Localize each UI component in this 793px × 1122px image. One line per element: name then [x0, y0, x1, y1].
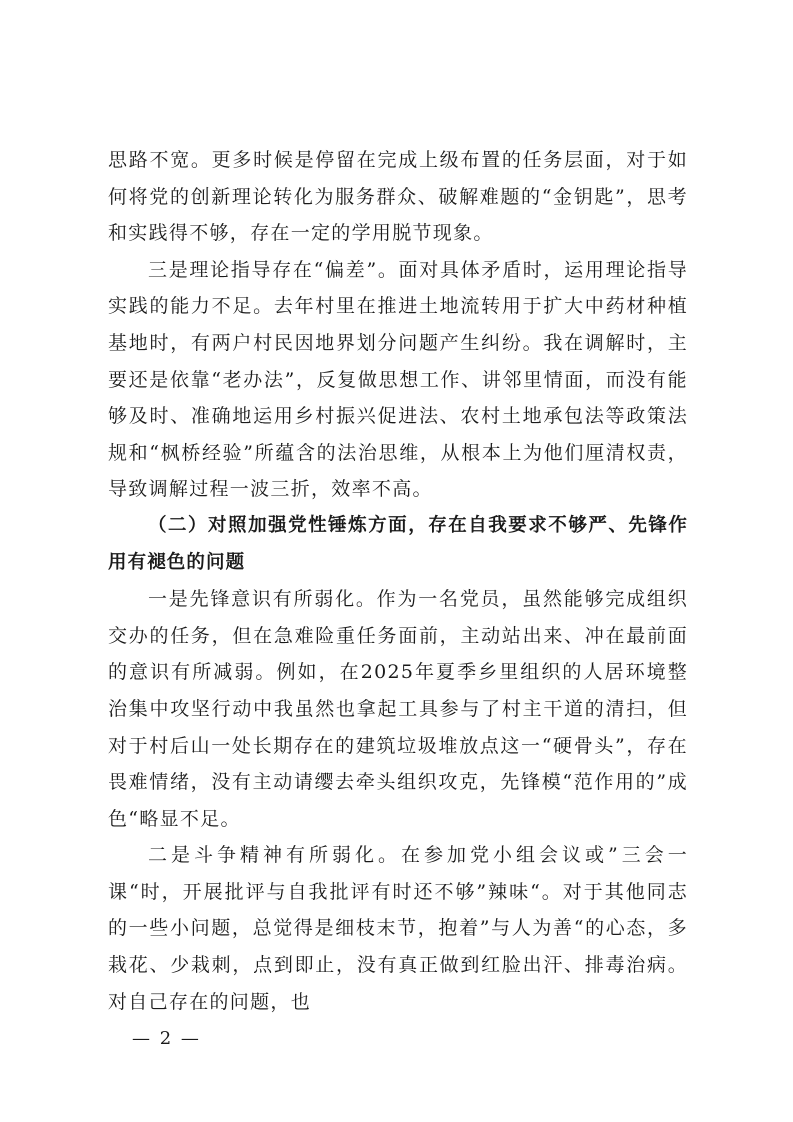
document-body — [108, 142, 688, 1020]
paragraph-theory-guidance: 三是理论指导存在“偏差”。面对具体矛盾时，运用理论指导实践的能力不足。去年村里在推进土地流转用于扩大中药材种植基地时，有两户村民因地界划分问题产生纠纷。我在调解时，主要还是依靠“老办法”，反复做思想工作、讲邻里情面，而没有能够及时、准确地运用乡村振兴促进法、农村土地承包法等政策法规和“枫桥经验”所蕴含的法治思维，从根本上为他们厘清权责，导致调解过程一波三折，效率不高。 — [108, 258, 688, 501]
page-number: — 2 — — [132, 1028, 201, 1049]
section-heading: （二）对照加强党性锤炼方面，存在自我要求不够严、先锋作用有褪色的问题 — [108, 514, 688, 573]
paragraph-continuation: 思路不宽。更多时候是停留在完成上级布置的任务层面，对于如何将党的创新理论转化为服务群众、破解难题的“金钥匙”，思考和实践得不够，存在一定的学用脱节现象。 — [108, 149, 688, 245]
paragraph-struggle-spirit: 二是斗争精神有所弱化。在参加党小组会议或”三会一课“时，开展批评与自我批评有时还不够”辣味“。对于其他同志的一些小问题，总觉得是细枝末节，抱着”与人为善“的心态，多栽花、少栽刺，点到即止，没有真正做到红脸出汗、排毒治病。对自己存在的问题，也 — [108, 844, 688, 1013]
paragraph-pioneer-awareness: 一是先锋意识有所弱化。作为一名党员，虽然能够完成组织交办的任务，但在急难险重任务面前，主动站出来、冲在最前面的意识有所减弱。例如，在2025年夏季乡里组织的人居环境整治集中攻坚行动中我虽然也拿起工具参与了村主干道的清扫，但对于村后山一处长期存在的建筑垃圾堆放点这一“硬骨头”，存在畏难情绪，没有主动请缨去牵头组织攻克，先锋模“范作用的”成色“略显不足。 — [108, 588, 688, 830]
